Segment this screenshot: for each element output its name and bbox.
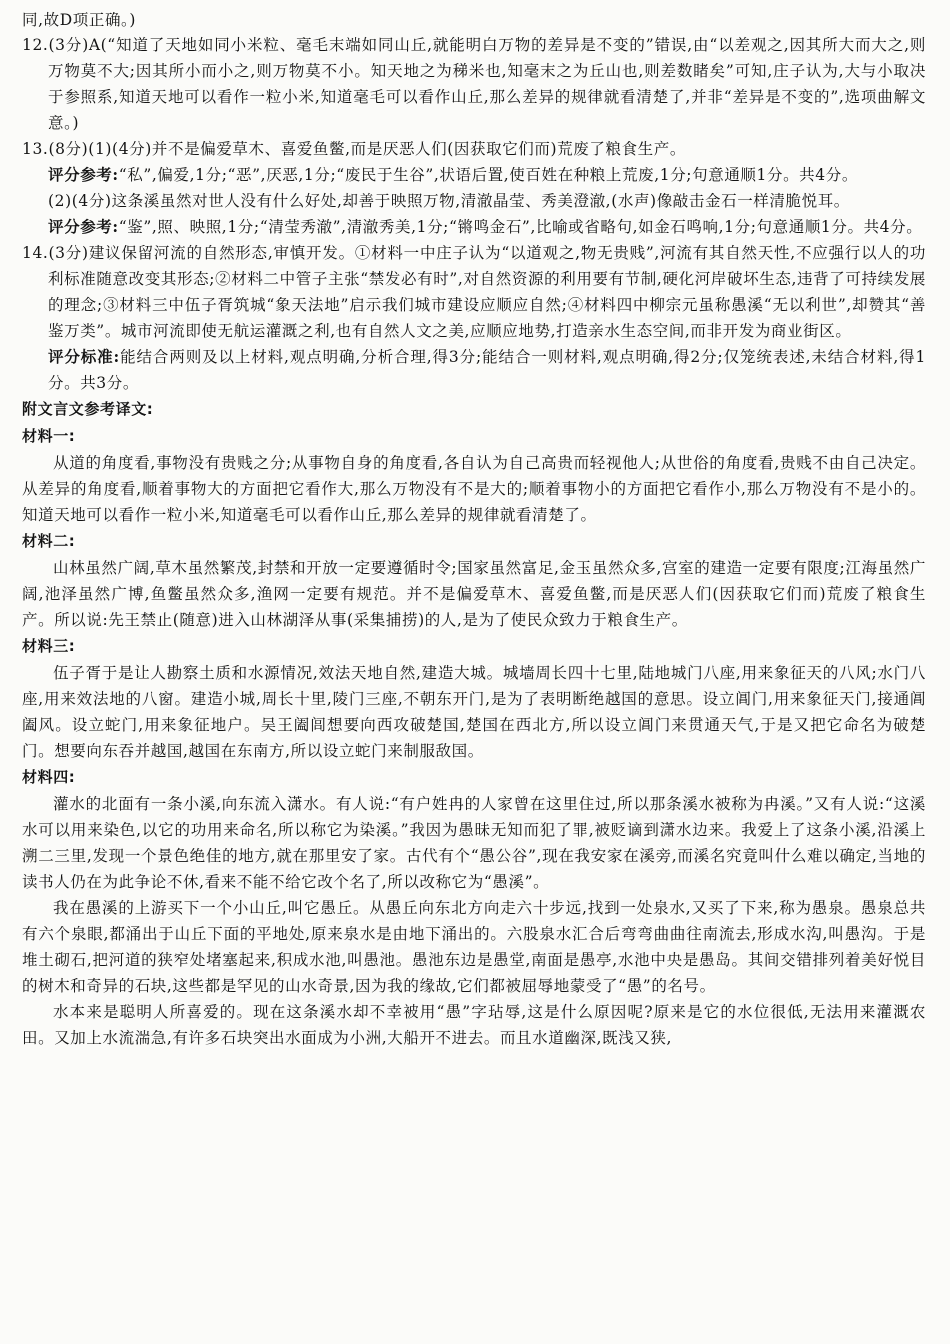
previous-answer-fragment: 同,故D项正确。): [22, 11, 137, 29]
answer-14: [22, 240, 926, 396]
translation-heading: 附文言文参考译文:: [22, 400, 154, 418]
material-4-title: 材料四:: [22, 768, 76, 786]
answer-13-score1: [22, 162, 926, 188]
material-4-paragraph-3: 水本来是聪明人所喜爱的。现在这条溪水却不幸被用“愚”字玷辱,这是什么原因呢?原来是它的水位很低,无法用来灌溉农田。又加上水流湍急,有许多石块突出水面成为小洲,大船开不进去。而且水道幽深,既浅又狭,: [22, 1003, 926, 1047]
answer-14-score: [22, 344, 926, 396]
translation-section: [22, 396, 926, 1051]
answer-13: [22, 136, 926, 240]
answer-13-score2: [22, 214, 926, 240]
material-2-text: 山林虽然广阔,草木虽然繁茂,封禁和开放一定要遵循时令;国家虽然富足,金玉虽然众多,宫室的建造一定要有限度;江海虽然广阔,池泽虽然广博,鱼鳖虽然众多,渔网一定要有规范。并不是偏爱草木、喜爱鱼鳖,而是厌恶人们(因获取它们而)荒废了粮食生产。所以说:先王禁止(随意)进入山林湖泽从事(采集捕捞)的人,是为了使民众致力于粮食生产。: [22, 559, 926, 629]
material-4-paragraph-2: 我在愚溪的上游买下一个小山丘,叫它愚丘。从愚丘向东北方向走六十步远,找到一处泉水,又买了下来,称为愚泉。愚泉总共有六个泉眼,都涌出于山丘下面的平地处,原来泉水是由地下涌出的。六股泉水汇合后弯弯曲曲往南流去,形成水沟,叫愚沟。于是堆土砌石,把河道的狭窄处堵塞起来,积成水池,叫愚池。愚池东边是愚堂,南面是愚亭,水池中央是愚岛。其间交错排列着美好悦目的树木和奇异的石块,这些都是罕见的山水奇景,因为我的缘故,它们都被屈辱地蒙受了“愚”的名号。: [22, 899, 926, 995]
material-1-title: 材料一:: [22, 427, 76, 445]
score-text: “私”,偏爱,1分;“恶”,厌恶,1分;“废民于生谷”,状语后置,使百姓在种粮上荒废,1分;句意通顺1分。共4分。: [118, 166, 858, 184]
material-2-title: 材料二:: [22, 532, 76, 550]
score-text: 能结合两则及以上材料,观点明确,分析合理,得3分;能结合一则材料,观点明确,得2分;仅笼统表述,未结合材料,得1分。共3分。: [48, 348, 926, 392]
answer-12: 12.(3分)A(“知道了天地如同小米粒、毫毛末端如同山丘,就能明白万物的差异是不变的”错误,由“以差观之,因其所大而大之,则万物莫不大;因其所小而小之,则万物莫不小。知天地之为稊米也,知毫末之为丘山也,则差数睹矣”可知,庄子认为,大与小取决于参照系,知道天地可以看作一粒小米,知道毫毛可以看作山丘,那么差异的规律就看清楚了,并非“差异是不变的”,选项曲解文意。): [22, 36, 926, 132]
score-label: 评分标准:: [48, 347, 120, 366]
score-label: 评分参考:: [48, 165, 119, 184]
answer-13-part1: 13.(8分)(1)(4分)并不是偏爱草木、喜爱鱼鳖,而是厌恶人们(因获取它们而)荒废了粮食生产。: [22, 140, 686, 158]
material-3-title: 材料三:: [22, 637, 76, 655]
material-4-paragraph-1: 灌水的北面有一条小溪,向东流入潇水。有人说:“有户姓冉的人家曾在这里住过,所以那条溪水被称为冉溪。”又有人说:“这溪水可以用来染色,以它的功用来命名,所以称它为染溪。”我因为愚昧无知而犯了罪,被贬谪到潇水边来。我爱上了这条小溪,沿溪上溯二三里,发现一个景色绝佳的地方,就在那里安了家。古代有个“愚公谷”,现在我安家在溪旁,而溪名究竟叫什么难以确定,当地的读书人仍在为此争论不休,看来不能不给它改个名了,所以改称它为“愚溪”。: [22, 795, 926, 891]
material-3-text: 伍子胥于是让人勘察土质和水源情况,效法天地自然,建造大城。城墙周长四十七里,陆地城门八座,用来象征天的八风;水门八座,用来效法地的八窗。建造小城,周长十里,陵门三座,不朝东开门,是为了表明断绝越国的意思。设立阊门,用来象征天门,接通阊阖风。设立蛇门,用来象征地户。吴王阖闾想要向西攻破楚国,楚国在西北方,所以设立阊门来贯通天气,于是又把它命名为破楚门。想要向东吞并越国,越国在东南方,所以设立蛇门来制服敌国。: [22, 664, 926, 760]
material-1-text: 从道的角度看,事物没有贵贱之分;从事物自身的角度看,各自认为自己高贵而轻视他人;从世俗的角度看,贵贱不由自己决定。从差异的角度看,顺着事物大的方面把它看作大,那么万物没有不是大的;顺着事物小的方面把它看作小,那么万物没有不是小的。知道天地可以看作一粒小米,知道毫毛可以看作山丘,那么差异的规律就看清楚了。: [22, 454, 926, 524]
answer-13-part2: (2)(4分)这条溪虽然对世人没有什么好处,却善于映照万物,清澈晶莹、秀美澄澈,(水声)像敲击金石一样清脆悦耳。: [48, 192, 850, 210]
score-label: 评分参考:: [48, 217, 119, 236]
answer-14-text: 14.(3分)建议保留河流的自然形态,审慎开发。①材料一中庄子认为“以道观之,物无贵贱”,河流有其自然天性,不应强行以人的功利标准随意改变其形态;②材料二中管子主张“禁发必有时”,对自然资源的利用要有节制,硬化河岸破坏生态,违背了可持续发展的理念;③材料三中伍子胥筑城“象天法地”启示我们城市建设应顺应自然;④材料四中柳宗元虽称愚溪“无以利世”,却赞其“善鉴万类”。城市河流即使无航运灌溉之利,也有自然人文之美,应顺应地势,打造亲水生态空间,而非开发为商业街区。: [22, 244, 926, 340]
score-text: “鉴”,照、映照,1分;“清莹秀澈”,清澈秀美,1分;“锵鸣金石”,比喻或省略句,如金石鸣响,1分;句意通顺1分。共4分。: [118, 218, 923, 236]
